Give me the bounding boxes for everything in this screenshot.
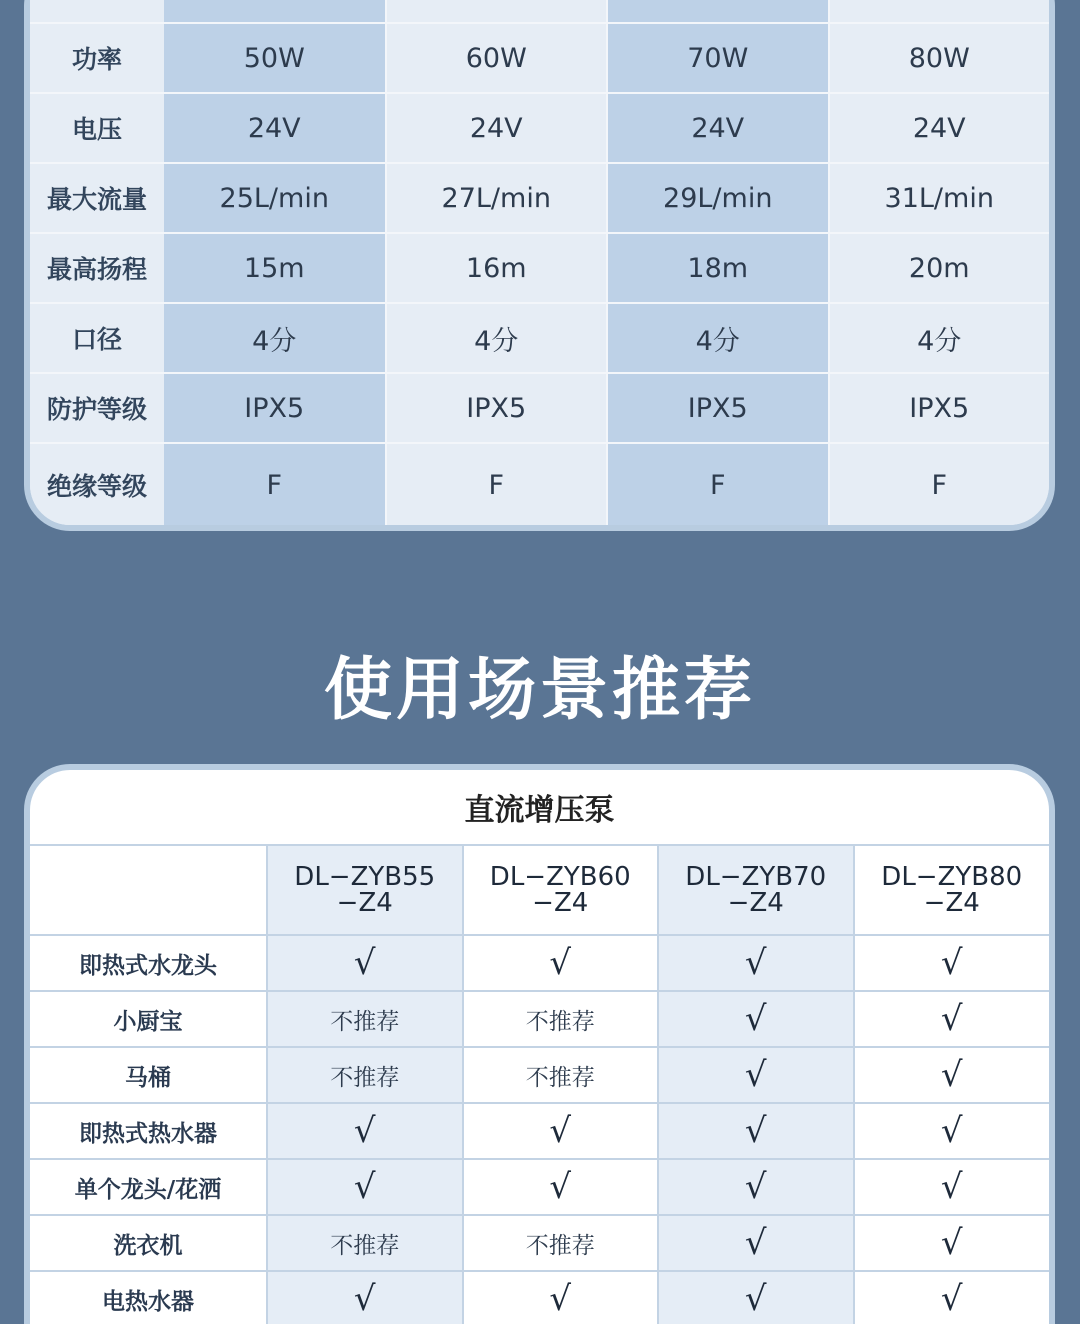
check-mark: √ (940, 1223, 963, 1263)
model-name-line1: DL−ZYB80 (881, 862, 1023, 892)
recommend-cell (658, 1215, 854, 1271)
recommend-cell (267, 1271, 463, 1324)
recommend-cell (463, 935, 659, 991)
recommend-cell (658, 1103, 854, 1159)
model-name-line2: −Z4 (923, 888, 980, 918)
spec-cell: 27L/min (386, 163, 608, 233)
model-header (854, 846, 1050, 935)
recommend-cell (267, 935, 463, 991)
scenario-label: 即热式水龙头 (30, 935, 267, 991)
spec-cell: IPX5 (164, 373, 386, 443)
spec-cell (386, 0, 608, 23)
spec-row (30, 373, 1049, 443)
spec-table (30, 0, 1049, 525)
spec-row-label: 最大流量 (30, 163, 164, 233)
model-name-line2: −Z4 (727, 888, 784, 918)
model-name-line1: DL−ZYB70 (685, 862, 827, 892)
check-mark: √ (940, 1111, 963, 1151)
spec-row (30, 163, 1049, 233)
recommend-cell (658, 991, 854, 1047)
recommend-cell (658, 935, 854, 991)
spec-cell (829, 0, 1050, 23)
spec-cell: 25L/min (164, 163, 386, 233)
spec-cell: 16m (386, 233, 608, 303)
recommend-row (30, 1103, 1049, 1159)
check-mark: √ (549, 1279, 572, 1319)
not-recommended-text: 不推荐 (525, 1064, 595, 1091)
check-mark: √ (549, 1167, 572, 1207)
scenario-label: 小厨宝 (30, 991, 267, 1047)
model-header (267, 846, 463, 935)
recommend-cell (854, 935, 1050, 991)
check-mark: √ (940, 1279, 963, 1319)
recommend-cell (854, 1215, 1050, 1271)
spec-row-label: 最高扬程 (30, 233, 164, 303)
section-title: 使用场景推荐 (323, 651, 756, 730)
recommend-corner-cell (30, 846, 267, 935)
spec-cell: 24V (829, 93, 1050, 163)
recommend-cell (267, 1047, 463, 1103)
spec-cell: IPX5 (386, 373, 608, 443)
spec-row (30, 303, 1049, 373)
spec-cell: F (829, 443, 1050, 525)
recommend-cell (463, 1159, 659, 1215)
recommend-cell (658, 1047, 854, 1103)
spec-row-label (30, 0, 164, 23)
check-mark: √ (744, 1055, 767, 1095)
recommend-table-card (24, 764, 1055, 1324)
scenario-label: 洗衣机 (30, 1215, 267, 1271)
spec-cell (164, 0, 386, 23)
spec-cell: IPX5 (829, 373, 1050, 443)
recommend-cell (854, 1271, 1050, 1324)
check-mark: √ (353, 1279, 376, 1319)
spec-cell: 31L/min (829, 163, 1050, 233)
model-header (658, 846, 854, 935)
spec-cell: 60W (386, 23, 608, 93)
spec-cell: 50W (164, 23, 386, 93)
check-mark: √ (549, 943, 572, 983)
model-name-line2: −Z4 (336, 888, 393, 918)
check-mark: √ (549, 1111, 572, 1151)
spec-row (30, 93, 1049, 163)
check-mark: √ (940, 1167, 963, 1207)
recommend-row (30, 991, 1049, 1047)
spec-cell: 15m (164, 233, 386, 303)
recommend-cell (463, 1047, 659, 1103)
check-mark: √ (940, 1055, 963, 1095)
recommend-cell (854, 991, 1050, 1047)
spec-cell: 20m (829, 233, 1050, 303)
not-recommended-text: 不推荐 (330, 1008, 400, 1035)
spec-cell: 4分 (829, 303, 1050, 373)
check-mark: √ (940, 943, 963, 983)
spec-row-label: 电压 (30, 93, 164, 163)
recommend-row (30, 1159, 1049, 1215)
recommend-table-inner (30, 770, 1049, 1324)
recommend-cell (658, 1271, 854, 1324)
recommend-cell (854, 1159, 1050, 1215)
recommend-cell (463, 1271, 659, 1324)
recommend-header-row (30, 846, 1049, 935)
recommend-cell (463, 991, 659, 1047)
spec-cell: 24V (607, 93, 829, 163)
spec-cell: F (164, 443, 386, 525)
spec-row (30, 233, 1049, 303)
spec-cell: 24V (164, 93, 386, 163)
check-mark: √ (744, 1167, 767, 1207)
scenario-label: 单个龙头/花洒 (30, 1159, 267, 1215)
check-mark: √ (744, 1279, 767, 1319)
recommend-row (30, 1215, 1049, 1271)
spec-cell: 24V (386, 93, 608, 163)
spec-cell: 70W (607, 23, 829, 93)
spec-row-label: 口径 (30, 303, 164, 373)
check-mark: √ (353, 1111, 376, 1151)
scenario-label: 电热水器 (30, 1271, 267, 1324)
scenario-label: 马桶 (30, 1047, 267, 1103)
not-recommended-text: 不推荐 (525, 1232, 595, 1259)
recommend-cell (854, 1103, 1050, 1159)
model-name-line1: DL−ZYB55 (294, 862, 436, 892)
check-mark: √ (744, 943, 767, 983)
spec-cell: F (386, 443, 608, 525)
model-name-line1: DL−ZYB60 (489, 862, 631, 892)
recommend-table-title: 直流增压泵 (30, 770, 1049, 846)
spec-row-label: 绝缘等级 (30, 443, 164, 525)
model-header (463, 846, 659, 935)
recommend-row (30, 1271, 1049, 1324)
recommend-row (30, 1047, 1049, 1103)
not-recommended-text: 不推荐 (525, 1008, 595, 1035)
spec-cell: 4分 (164, 303, 386, 373)
check-mark: √ (353, 943, 376, 983)
not-recommended-text: 不推荐 (330, 1064, 400, 1091)
recommend-cell (658, 1159, 854, 1215)
spec-row (30, 0, 1049, 23)
check-mark: √ (940, 999, 963, 1039)
check-mark: √ (744, 999, 767, 1039)
spec-row (30, 23, 1049, 93)
spec-cell: 18m (607, 233, 829, 303)
recommend-cell (463, 1103, 659, 1159)
recommend-cell (267, 1159, 463, 1215)
recommend-row (30, 935, 1049, 991)
spec-cell: 4分 (607, 303, 829, 373)
spec-cell: IPX5 (607, 373, 829, 443)
spec-row-label: 防护等级 (30, 373, 164, 443)
spec-row-label: 功率 (30, 23, 164, 93)
spec-cell: F (607, 443, 829, 525)
recommend-cell (463, 1215, 659, 1271)
recommend-cell (267, 1103, 463, 1159)
check-mark: √ (744, 1111, 767, 1151)
spec-table-card (24, 0, 1055, 531)
recommend-cell (267, 1215, 463, 1271)
spec-table-inner (30, 0, 1049, 525)
spec-cell: 4分 (386, 303, 608, 373)
spec-cell: 80W (829, 23, 1050, 93)
check-mark: √ (744, 1223, 767, 1263)
check-mark: √ (353, 1167, 376, 1207)
spec-row (30, 443, 1049, 525)
scenario-label: 即热式热水器 (30, 1103, 267, 1159)
spec-cell: 29L/min (607, 163, 829, 233)
recommend-cell (267, 991, 463, 1047)
not-recommended-text: 不推荐 (330, 1232, 400, 1259)
spec-cell (607, 0, 829, 23)
model-name-line2: −Z4 (532, 888, 589, 918)
recommend-table (30, 846, 1049, 1324)
recommend-cell (854, 1047, 1050, 1103)
